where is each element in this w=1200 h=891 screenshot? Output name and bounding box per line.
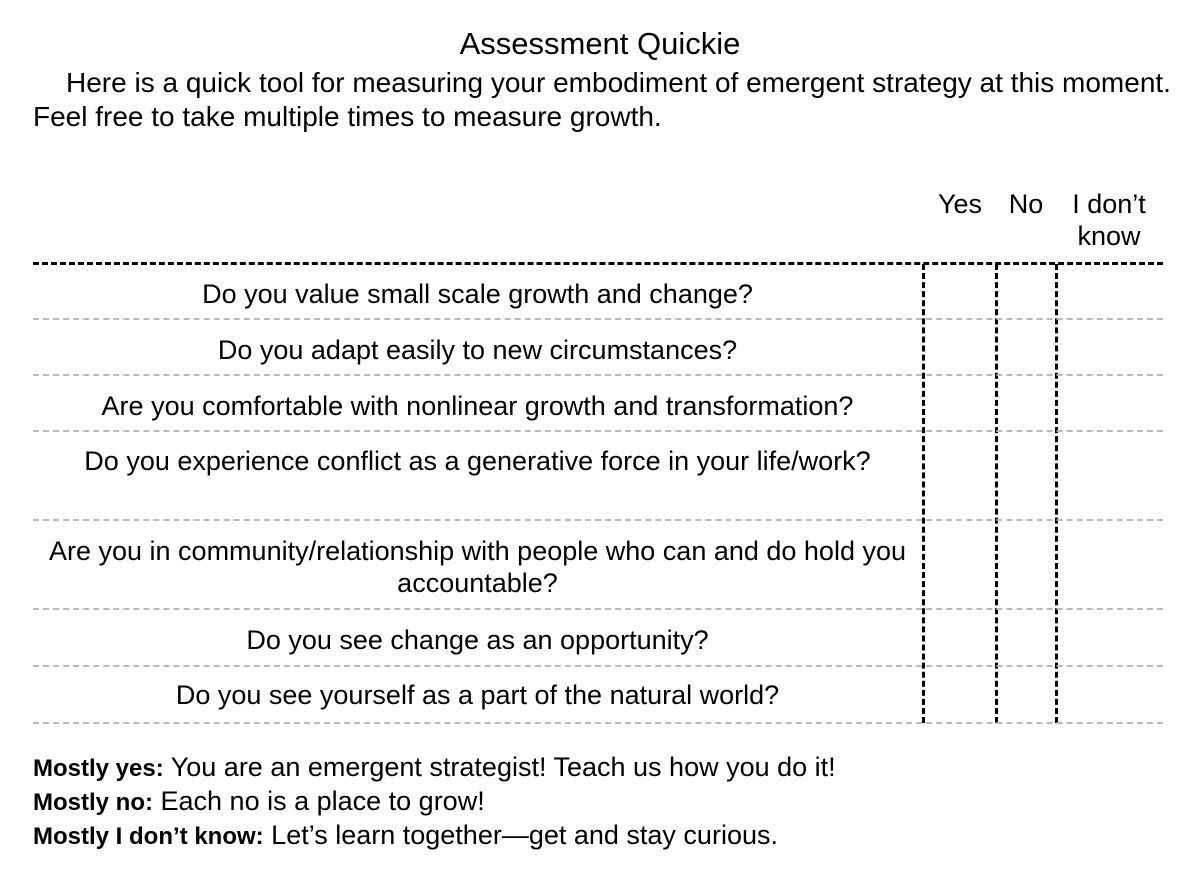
table-row (33, 264, 1163, 320)
question-text: Do you see yourself as a part of the natural world? (175, 680, 780, 710)
column-header-no: No (1008, 189, 1044, 219)
result-text: Each no is a place to grow! (160, 786, 485, 816)
question-text: Do you value small scale growth and change? (202, 279, 753, 309)
question-text: Are you in community/relationship with people who can and do hold you accountable? (48, 536, 906, 598)
question-text: Do you see change as an opportunity? (246, 625, 709, 655)
table-row (33, 376, 1163, 432)
table-row (33, 610, 1163, 667)
column-header-dont-know-line1: I don’t (1072, 189, 1146, 219)
column-header-dont-know (1060, 188, 1158, 252)
question-text: Do you adapt easily to new circumstances? (217, 335, 738, 365)
column-header-dont-know-line2: know (1077, 221, 1141, 251)
result-text: You are an emergent strategist! Teach us how you do it! (170, 752, 836, 782)
result-mostly-yes (33, 751, 1173, 785)
intro-paragraph: Here is a quick tool for measuring your embodiment of emergent strategy at this moment. Feel free to take multiple times to measure growth. (33, 67, 1171, 132)
question-text: Do you experience conflict as a generative force in your life/work? (84, 446, 871, 476)
result-label: Mostly no: (33, 789, 153, 816)
table-row (33, 667, 1163, 724)
question-text: Are you comfortable with nonlinear growth and transformation? (101, 391, 854, 421)
table-row (33, 432, 1163, 521)
table-row (33, 521, 1163, 610)
result-label: Mostly I don’t know: (33, 823, 264, 850)
result-text: Let’s learn together—get and stay curious. (271, 820, 778, 850)
result-label: Mostly yes: (33, 755, 164, 782)
table-row (33, 320, 1163, 376)
result-mostly-no (33, 785, 1173, 819)
column-header-yes: Yes (937, 189, 983, 219)
result-mostly-dont-know (33, 819, 1173, 853)
page-title: Assessment Quickie (459, 26, 741, 61)
